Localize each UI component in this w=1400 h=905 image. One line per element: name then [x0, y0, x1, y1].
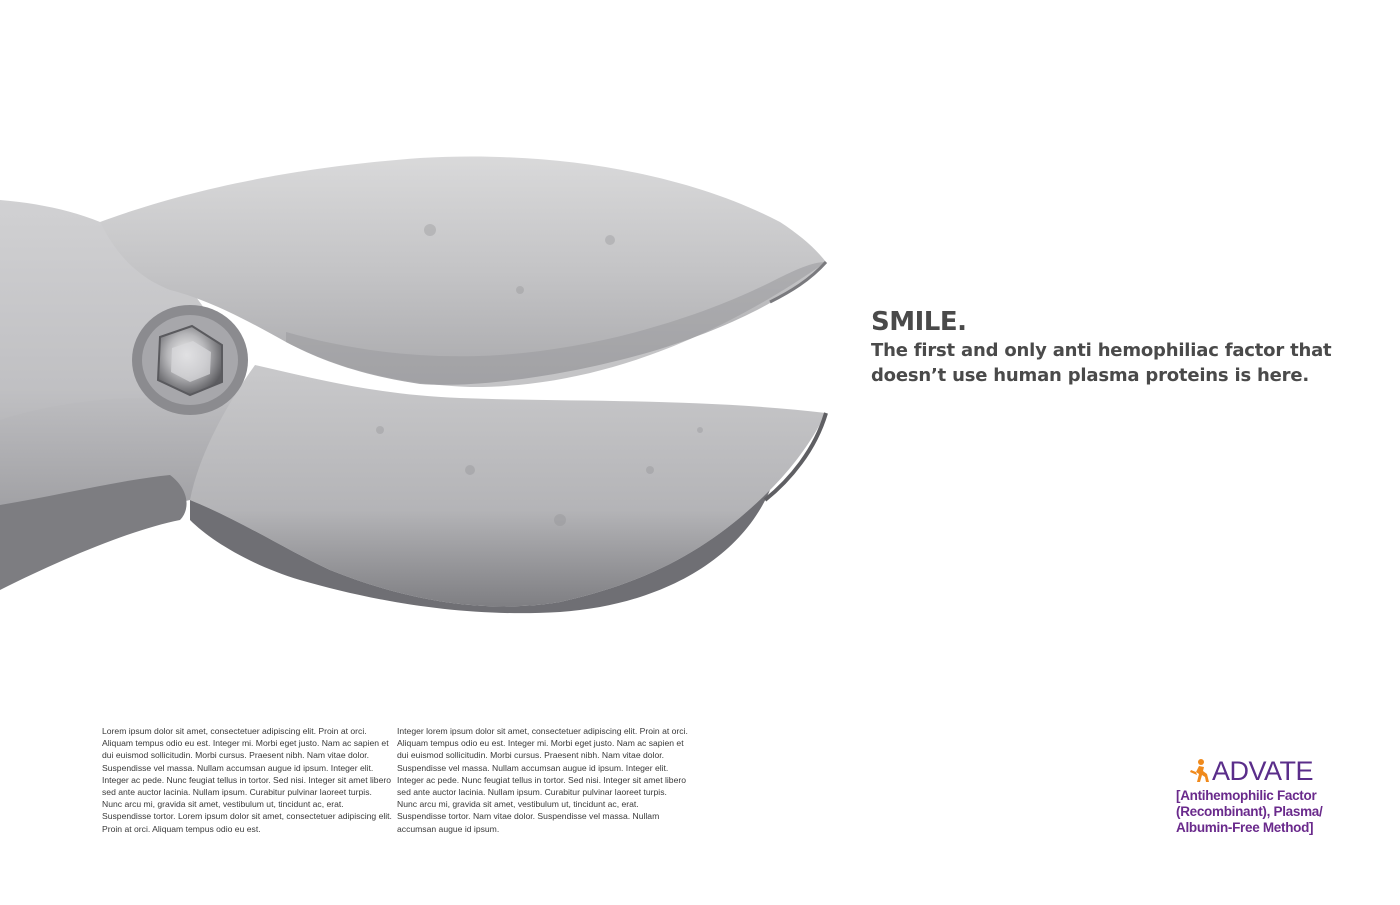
subhead-line-2: doesn’t use human plasma proteins is here.	[871, 365, 1309, 386]
brand-description	[1176, 788, 1346, 836]
brand-description-line-1: [Antihemophilic Factor	[1176, 788, 1317, 803]
running-figure-icon	[1186, 758, 1210, 784]
body-copy-column-1: Lorem ipsum dolor sit amet, consectetuer adipiscing elit. Proin at orci. Aliquam tempus odio eu est. Integer mi. Morbi eget justo. Nam ac sapien et dui euismod sollicitudin. Morbi cursus. Praesent nibh. Nam vitae dolor. Suspendisse vel massa. Nullam accumsan augue id ipsum. Integer elit. Integer ac pede. Nunc feugiat tellus in tortor. Sed nisi. Integer sit amet libero sed ante auctor lacinia. Nullam ipsum. Curabitur pulvinar laoreet turpis. Nunc arcu mi, gravida sit amet, vestibulum ut, tincidunt ac, erat. Suspendisse tortor. Lorem ipsum dolor sit amet, consectetuer adipiscing elit. Proin at orci. Aliquam tempus odio eu est.	[102, 726, 392, 834]
headline-block	[871, 306, 1371, 388]
brand-description-line-2: (Recombinant), Plasma/	[1176, 804, 1323, 819]
brand-description-line-3: Albumin-Free Method]	[1176, 820, 1314, 835]
headline: SMILE.	[871, 307, 967, 337]
advate-logo	[1176, 756, 1346, 836]
brand-wordmark: ADVATE	[1212, 756, 1314, 786]
body-copy-column-2: Integer lorem ipsum dolor sit amet, consectetuer adipiscing elit. Proin at orci. Aliquam tempus odio eu est. Integer mi. Morbi eget justo. Nam ac sapien et dui euismod sollicitudin. Morbi cursus. Praesent nibh. Nam vitae dolor. Suspendisse vel massa. Nullam accumsan augue id ipsum. Integer elit. Integer ac pede. Nunc feugiat tellus in tortor. Sed nisi. Integer sit amet libero sed ante auctor lacinia. Nullam ipsum. Curabitur pulvinar laoreet turpis. Nunc arcu mi, gravida sit amet, vestibulum ut, tincidunt ac, erat. Suspendisse tortor. Nam vitae dolor. Suspendisse vel massa. Nullam accumsan augue id ipsum.	[397, 726, 688, 834]
subhead-line-1: The first and only anti hemophiliac factor that	[871, 340, 1332, 361]
